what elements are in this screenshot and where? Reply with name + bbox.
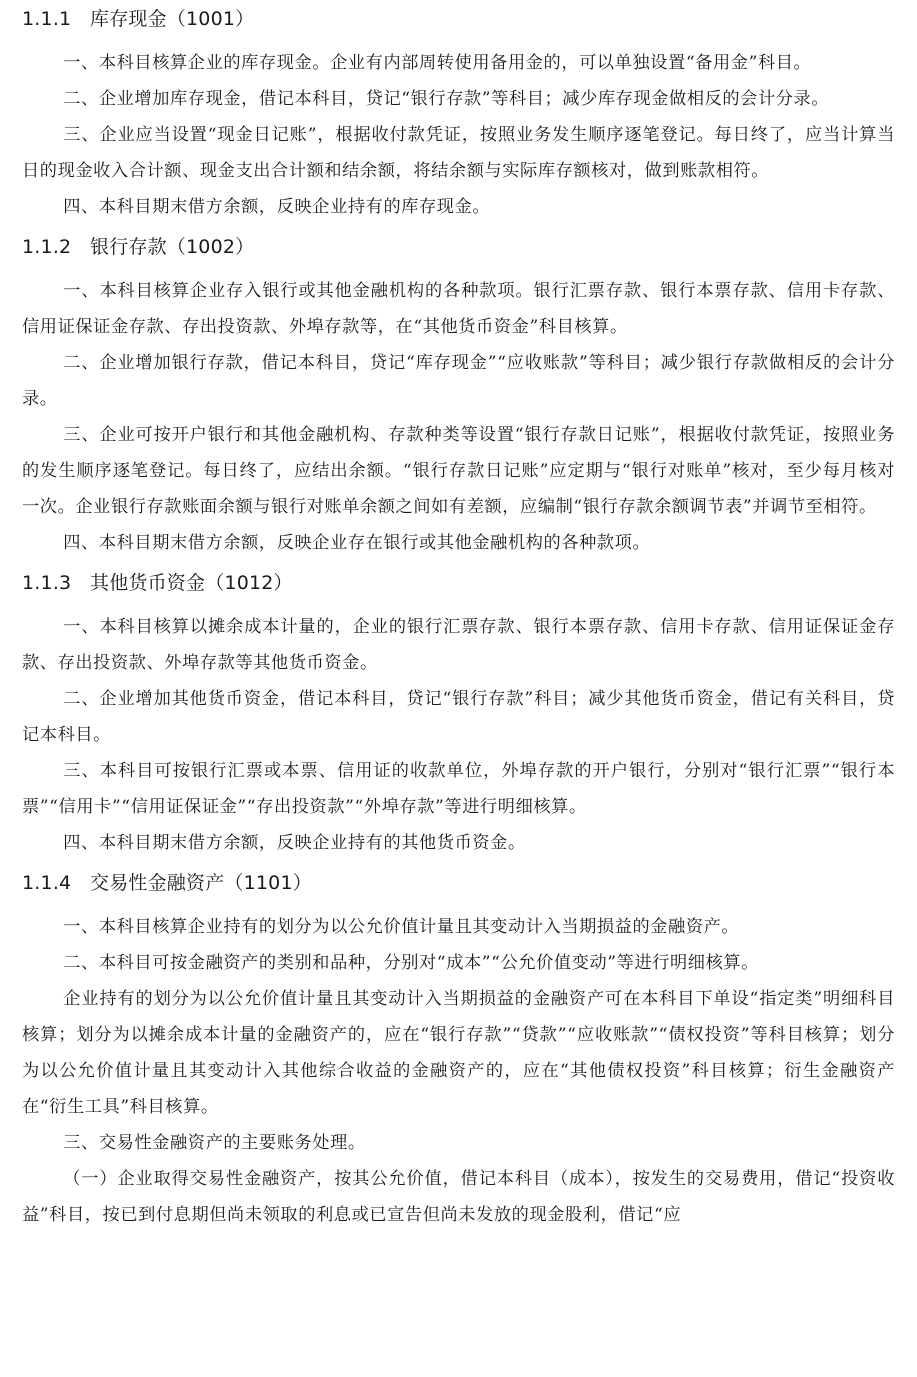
paragraph: 三、交易性金融资产的主要账务处理。 xyxy=(63,1133,366,1153)
section-number: 1.1.4 xyxy=(22,872,72,894)
paragraph: 三、企业可按开户银行和其他金融机构、存款种类等设置“银行存款日记账”，根据收付款凭证，按照业务的发生顺序逐笔登记。每日终了，应结出余额。“银行存款日记账”应定期与“银行对账单”核对，至少每月核对一次。企业银行存款账面余额与银行对账单余额之间如有差额，应编制“银行存款余额调节表”并调节至相符。 xyxy=(22,425,895,517)
section-other-monetary-funds xyxy=(22,569,895,861)
section-title: 其他货币资金（1012） xyxy=(90,572,293,594)
paragraph: 二、企业增加银行存款，借记本科目，贷记“库存现金”“应收账款”等科目；减少银行存款做相反的会计分录。 xyxy=(22,353,895,409)
section-heading xyxy=(22,5,895,33)
paragraph: 四、本科目期末借方余额，反映企业持有的其他货币资金。 xyxy=(63,833,526,853)
section-title: 银行存款（1002） xyxy=(90,236,255,258)
section-heading xyxy=(22,869,895,897)
paragraph: 四、本科目期末借方余额，反映企业存在银行或其他金融机构的各种款项。 xyxy=(63,533,651,553)
paragraph: 二、企业增加其他货币资金，借记本科目，贷记“银行存款”科目；减少其他货币资金，借记有关科目，贷记本科目。 xyxy=(22,689,895,745)
paragraph: 二、企业增加库存现金，借记本科目，贷记“银行存款”等科目；减少库存现金做相反的会计分录。 xyxy=(63,89,830,109)
paragraph: 二、本科目可按金融资产的类别和品种，分别对“成本”“公允价值变动”等进行明细核算。 xyxy=(63,953,759,973)
paragraph: 一、本科目核算企业持有的划分为以公允价值计量且其变动计入当期损益的金融资产。 xyxy=(63,917,740,937)
paragraph: 三、本科目可按银行汇票或本票、信用证的收款单位，外埠存款的开户银行，分别对“银行汇票”“银行本票”“信用卡”“信用证保证金”“存出投资款”“外埠存款”等进行明细核算。 xyxy=(22,761,895,817)
section-heading xyxy=(22,233,895,261)
section-heading xyxy=(22,569,895,597)
section-bank-deposits xyxy=(22,233,895,561)
paragraph: 企业持有的划分为以公允价值计量且其变动计入当期损益的金融资产可在本科目下单设“指定类”明细科目核算；划分为以摊余成本计量的金融资产的，应在“银行存款”“贷款”“应收账款”“债权投资”等科目核算；划分为以公允价值计量且其变动计入其他综合收益的金融资产的，应在“其他债权投资”科目核算；衍生金融资产在“衍生工具”科目核算。 xyxy=(22,989,895,1117)
paragraph: 一、本科目核算企业存入银行或其他金融机构的各种款项。银行汇票存款、银行本票存款、信用卡存款、信用证保证金存款、存出投资款、外埠存款等，在“其他货币资金”科目核算。 xyxy=(22,281,895,337)
section-number: 1.1.1 xyxy=(22,8,72,30)
section-title: 交易性金融资产（1101） xyxy=(90,872,312,894)
section-trading-financial-assets xyxy=(22,869,895,1233)
paragraph: 三、企业应当设置“现金日记账”，根据收付款凭证，按照业务发生顺序逐笔登记。每日终了，应当计算当日的现金收入合计额、现金支出合计额和结余额，将结余额与实际库存额核对，做到账款相符。 xyxy=(22,125,895,181)
section-title: 库存现金（1001） xyxy=(90,8,255,30)
section-number: 1.1.3 xyxy=(22,572,72,594)
paragraph: 一、本科目核算企业的库存现金。企业有内部周转使用备用金的，可以单独设置“备用金”科目。 xyxy=(63,53,812,73)
section-number: 1.1.2 xyxy=(22,236,72,258)
section-cash-on-hand xyxy=(22,5,895,225)
paragraph: 一、本科目核算以摊余成本计量的，企业的银行汇票存款、银行本票存款、信用卡存款、信用证保证金存款、存出投资款、外埠存款等其他货币资金。 xyxy=(22,617,895,673)
paragraph: 四、本科目期末借方余额，反映企业持有的库存现金。 xyxy=(63,197,491,217)
paragraph: （一）企业取得交易性金融资产，按其公允价值，借记本科目（成本），按发生的交易费用，借记“投资收益”科目，按已到付息期但尚未领取的利息或已宣告但尚未发放的现金股利，借记“应 xyxy=(22,1169,895,1225)
